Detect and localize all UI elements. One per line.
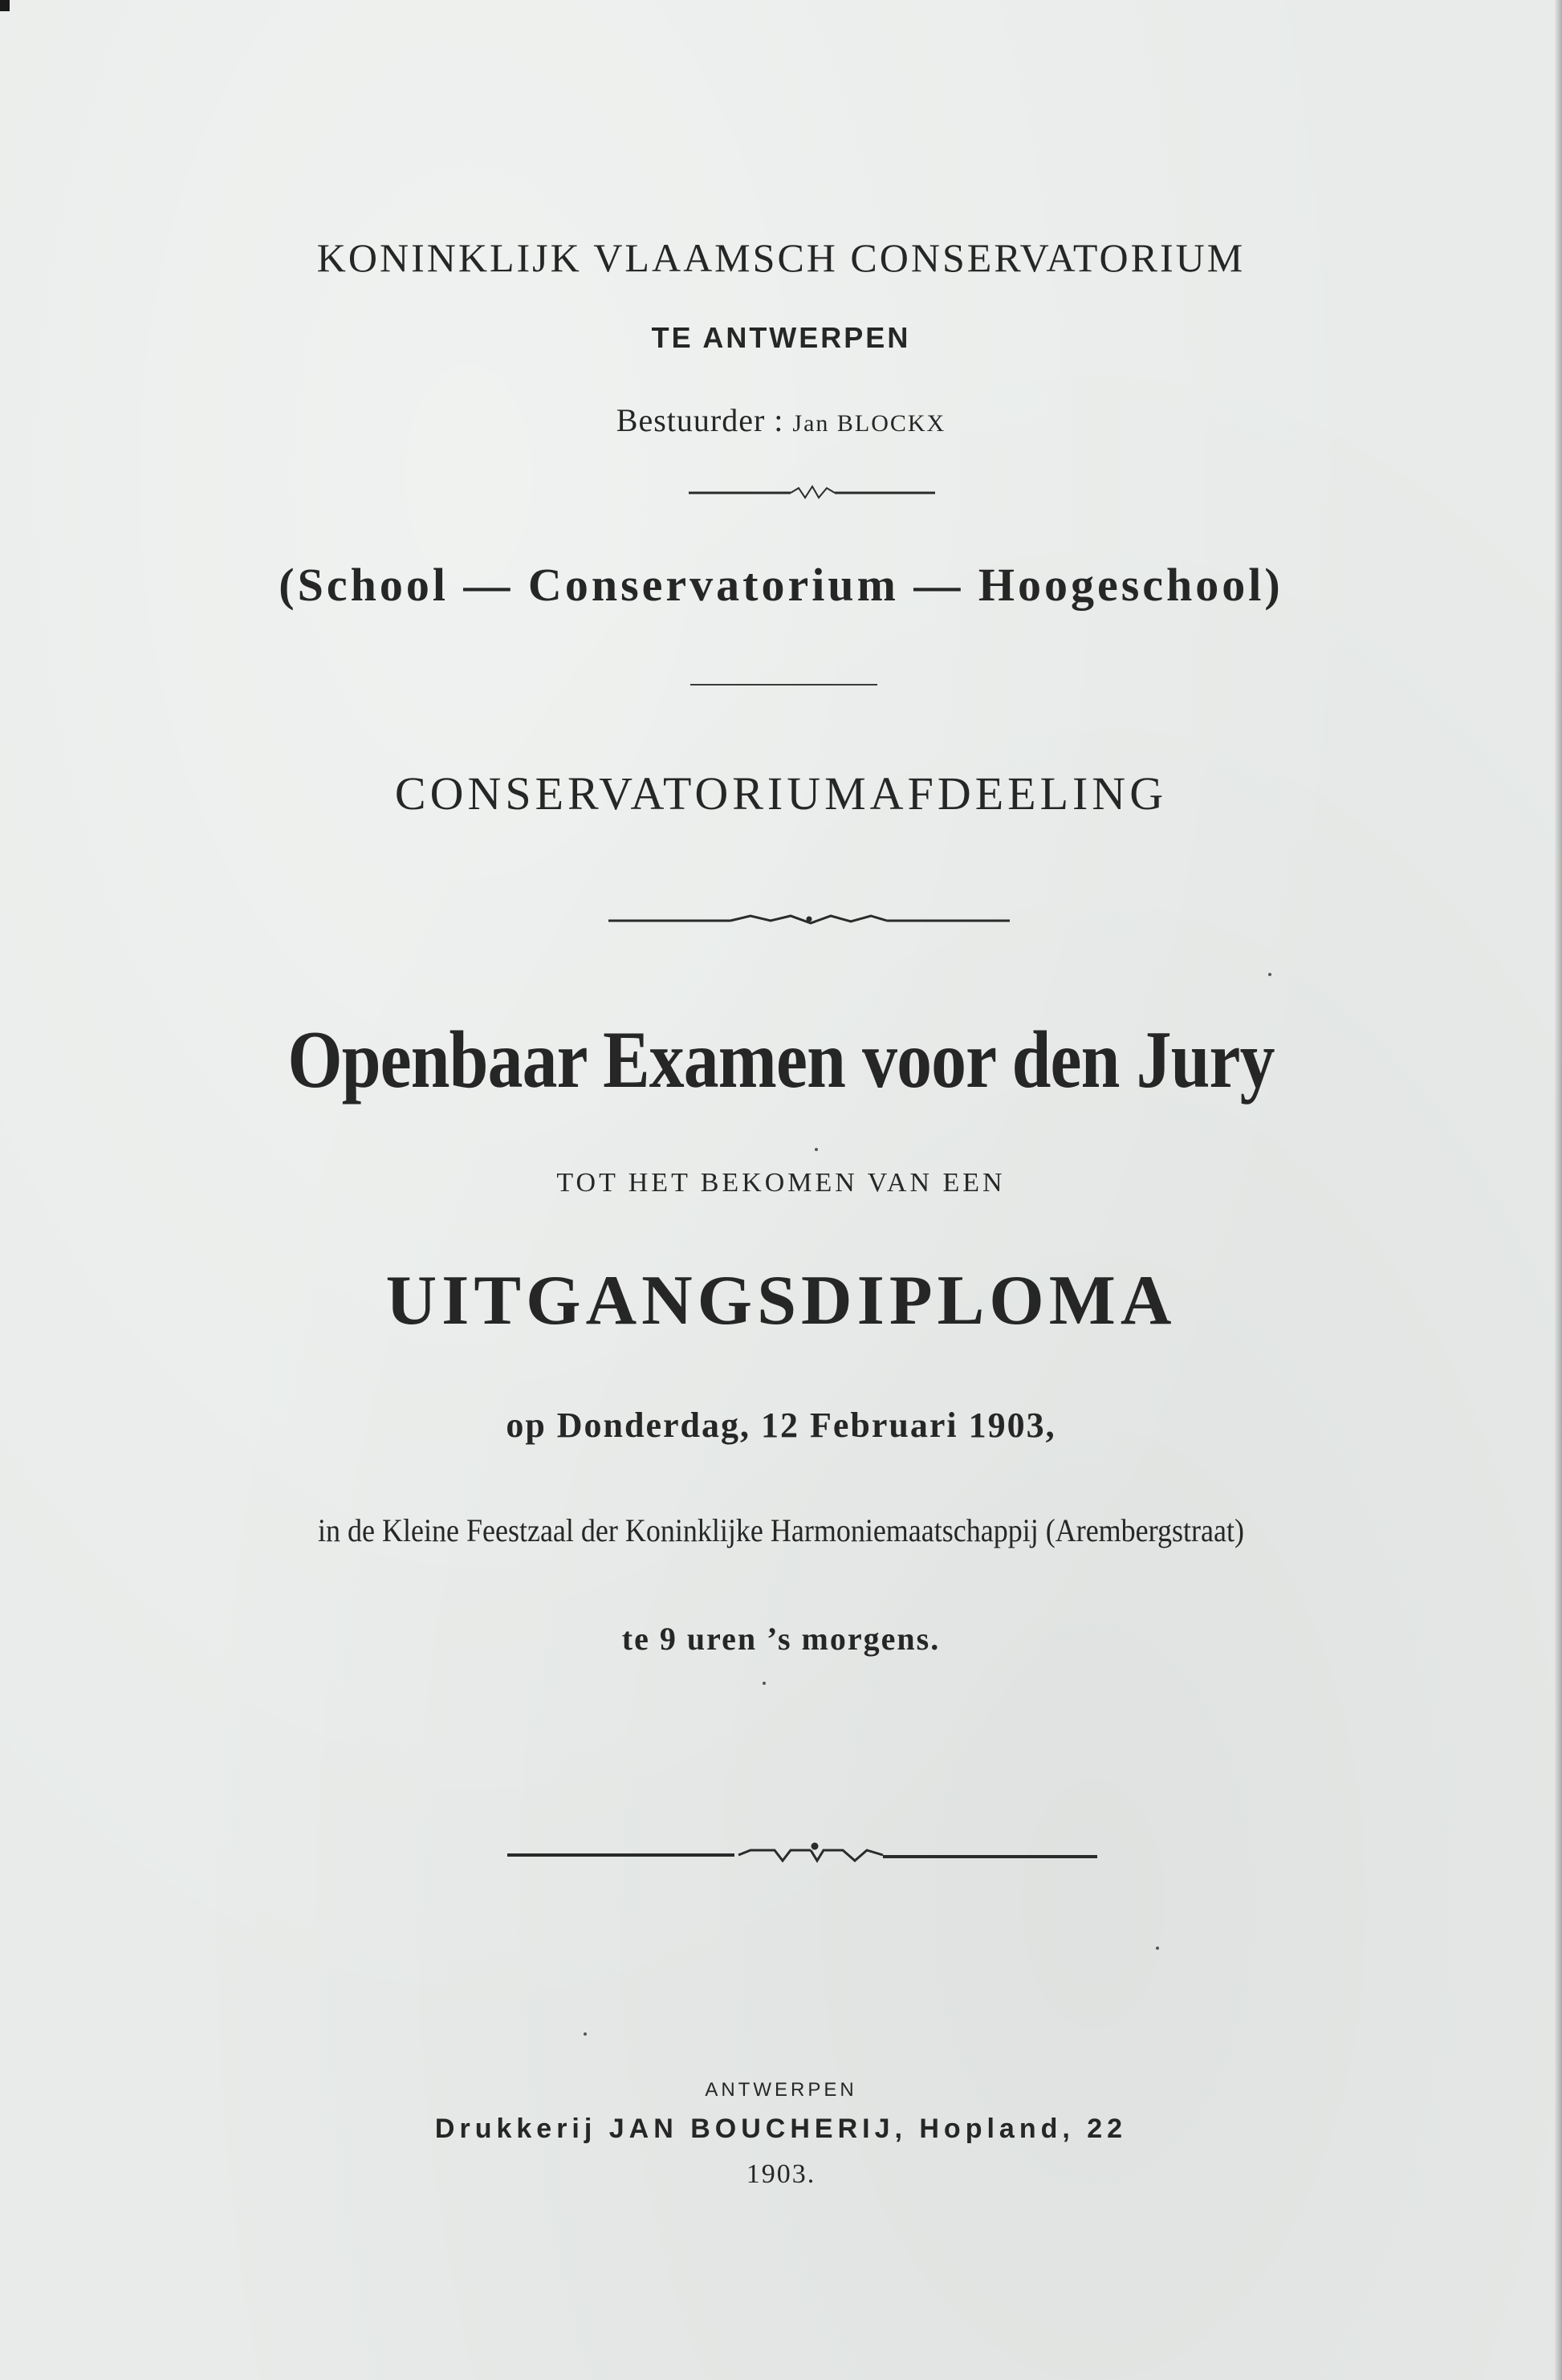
imprint-printer: Drukkerij JAN BOUCHERIJ, Hopland, 22 bbox=[434, 2114, 1128, 2144]
director-label: Bestuurder : bbox=[616, 402, 784, 438]
exam-date: op Donderdag, 12 Februari 1903, bbox=[506, 1406, 1056, 1445]
diploma-heading: UITGANGSDIPLOMA bbox=[385, 1262, 1177, 1340]
paper-speck bbox=[1268, 973, 1271, 976]
department-heading: CONSERVATORIUMAFDEELING bbox=[394, 767, 1168, 820]
paper-speck bbox=[763, 1682, 766, 1685]
imprint-year: 1903. bbox=[746, 2159, 816, 2189]
divider-ornament-3 bbox=[608, 916, 1010, 923]
exam-purpose: TOT HET BEKOMEN VAN EEN bbox=[556, 1168, 1006, 1198]
institution-city: TE ANTWERPEN bbox=[651, 321, 911, 354]
paper-speck bbox=[584, 2032, 587, 2036]
divider-ornament-1 bbox=[689, 486, 935, 498]
director-name: Jan BLOCKX bbox=[792, 410, 946, 437]
exam-venue: in de Kleine Feestzaal der Koninklijke Harmoniemaatschappij (Arembergstraat) bbox=[318, 1512, 1244, 1548]
exam-time: te 9 uren ’s morgens. bbox=[621, 1621, 941, 1657]
institution-name: KONINKLIJK VLAAMSCH CONSERVATORIUM bbox=[316, 235, 1246, 280]
paper-speck bbox=[815, 1148, 818, 1151]
schools-line: (School — Conservatorium — Hoogeschool) bbox=[279, 559, 1283, 611]
imprint-city: ANTWERPEN bbox=[705, 2079, 857, 2101]
paper-speck bbox=[1156, 1947, 1159, 1950]
exam-title: Openbaar Examen voor den Jury bbox=[287, 1015, 1275, 1105]
divider-ornament-4 bbox=[507, 1843, 1097, 1861]
